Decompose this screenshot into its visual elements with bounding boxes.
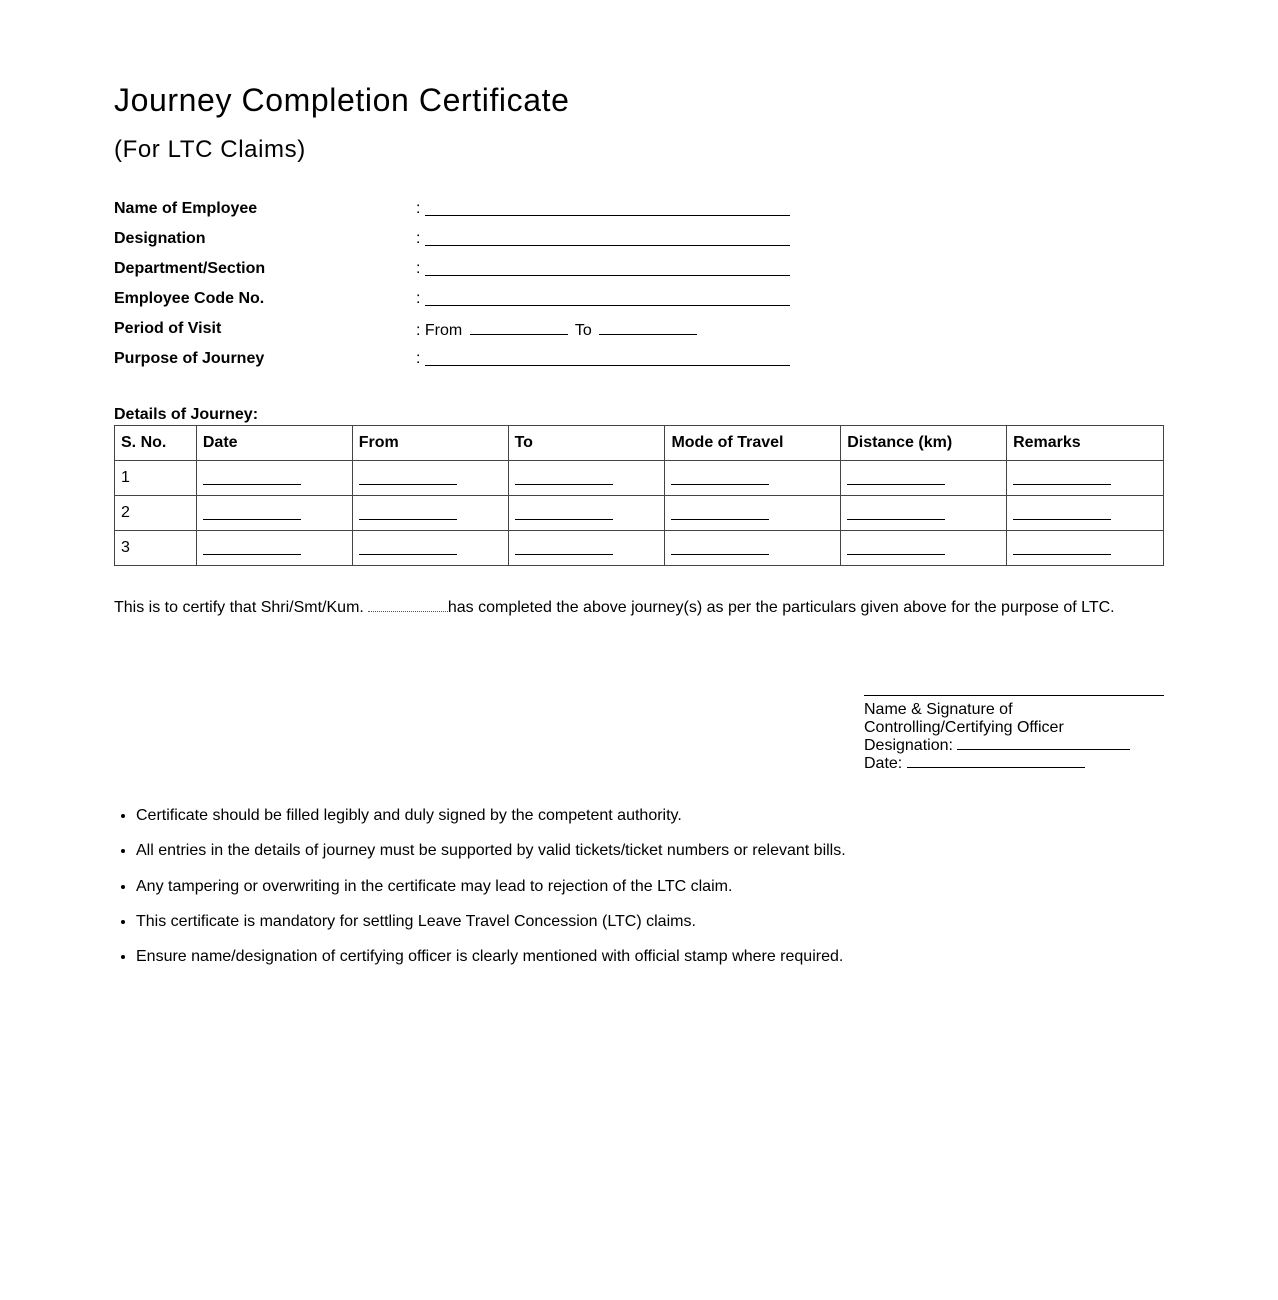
period-to-label: To	[574, 322, 592, 339]
field-employee-code	[114, 288, 814, 318]
field-label: Department/Section	[114, 260, 266, 277]
cell-blank[interactable]	[515, 540, 613, 555]
cell-blank[interactable]	[359, 540, 457, 555]
cell-blank[interactable]	[671, 505, 769, 520]
field-colon: :	[416, 260, 421, 277]
page-title: Journey Completion Certificate	[114, 82, 570, 118]
instructions-list	[114, 806, 1136, 982]
column-header: S. No.	[115, 426, 197, 461]
page-subtitle: (For LTC Claims)	[114, 136, 306, 163]
employee-code-blank[interactable]	[425, 305, 790, 306]
table-row	[115, 496, 1164, 531]
signature-caption-line2: Controlling/Certifying Officer	[864, 719, 1064, 736]
remarks-cell[interactable]	[1007, 461, 1164, 496]
certification-statement	[114, 597, 1115, 617]
officer-designation-row	[864, 737, 1164, 755]
to-cell[interactable]	[508, 461, 665, 496]
date-cell[interactable]	[196, 531, 352, 566]
table-row	[115, 531, 1164, 566]
purpose-of-journey-blank[interactable]	[425, 365, 790, 366]
from-cell[interactable]	[352, 496, 508, 531]
from-cell[interactable]	[352, 461, 508, 496]
field-colon: :	[416, 290, 421, 307]
list-item: • This certificate is mandatory for settling Leave Travel Concession (LTC) claims.	[136, 912, 1136, 947]
distance-cell[interactable]	[841, 461, 1007, 496]
column-header: Mode of Travel	[665, 426, 841, 461]
distance-cell[interactable]	[841, 531, 1007, 566]
department-section-blank[interactable]	[425, 275, 790, 276]
cell-blank[interactable]	[671, 470, 769, 485]
officer-designation-label: Designation:	[864, 737, 953, 754]
column-header: Date	[196, 426, 352, 461]
field-colon: :	[416, 230, 421, 247]
list-item: • Certificate should be filled legibly and duly signed by the competent authority.	[136, 806, 1136, 841]
officer-date-blank[interactable]	[907, 755, 1085, 768]
table-header-row	[115, 426, 1164, 461]
column-header: To	[508, 426, 665, 461]
cell-blank[interactable]	[1013, 540, 1111, 555]
serial-number: 3	[115, 531, 197, 566]
remarks-cell[interactable]	[1007, 496, 1164, 531]
column-header: Remarks	[1007, 426, 1164, 461]
journey-table	[114, 425, 1164, 566]
mode-of-travel-cell[interactable]	[665, 496, 841, 531]
cell-blank[interactable]	[359, 505, 457, 520]
serial-number: 1	[115, 461, 197, 496]
cell-blank[interactable]	[203, 540, 301, 555]
field-label: Designation	[114, 230, 206, 247]
designation-blank[interactable]	[425, 245, 790, 246]
officer-designation-blank[interactable]	[957, 737, 1130, 750]
period-from-blank[interactable]	[470, 320, 568, 335]
cell-blank[interactable]	[515, 505, 613, 520]
list-item: • Ensure name/designation of certifying officer is clearly mentioned with official stamp where required.	[136, 947, 1136, 982]
signature-caption-line1: Name & Signature of	[864, 701, 1013, 718]
remarks-cell[interactable]	[1007, 531, 1164, 566]
field-department-section	[114, 258, 814, 288]
field-purpose-of-journey	[114, 348, 814, 378]
mode-of-travel-cell[interactable]	[665, 461, 841, 496]
certify-text-before: This is to certify that Shri/Smt/Kum.	[114, 599, 364, 616]
field-label: Period of Visit	[114, 320, 222, 337]
cell-blank[interactable]	[847, 505, 945, 520]
journey-heading: Details of Journey:	[114, 406, 259, 423]
list-item: • All entries in the details of journey must be supported by valid tickets/ticket numbers or relevant bills.	[136, 841, 1136, 876]
column-header: Distance (km)	[841, 426, 1007, 461]
cell-blank[interactable]	[515, 470, 613, 485]
mode-of-travel-cell[interactable]	[665, 531, 841, 566]
cell-blank[interactable]	[671, 540, 769, 555]
cell-blank[interactable]	[847, 540, 945, 555]
column-header: From	[352, 426, 508, 461]
from-cell[interactable]	[352, 531, 508, 566]
field-label: Purpose of Journey	[114, 350, 265, 367]
distance-cell[interactable]	[841, 496, 1007, 531]
field-colon: :	[416, 350, 421, 367]
to-cell[interactable]	[508, 496, 665, 531]
employee-name-blank[interactable]	[368, 597, 448, 612]
field-label: Employee Code No.	[114, 290, 265, 307]
field-designation	[114, 228, 814, 258]
signature-block	[864, 695, 1164, 773]
officer-date-label: Date:	[864, 755, 903, 772]
date-cell[interactable]	[196, 496, 352, 531]
field-label: Name of Employee	[114, 200, 258, 217]
cell-blank[interactable]	[203, 470, 301, 485]
period-to-blank[interactable]	[599, 320, 697, 335]
date-cell[interactable]	[196, 461, 352, 496]
cell-blank[interactable]	[203, 505, 301, 520]
table-row	[115, 461, 1164, 496]
employee-fields	[114, 198, 814, 378]
signature-line[interactable]	[864, 695, 1164, 696]
field-colon: :	[416, 200, 421, 217]
cell-blank[interactable]	[359, 470, 457, 485]
to-cell[interactable]	[508, 531, 665, 566]
certify-text-after: has completed the above journey(s) as per the particulars given above for the purpose of LTC.	[447, 599, 1115, 616]
cell-blank[interactable]	[847, 470, 945, 485]
serial-number: 2	[115, 496, 197, 531]
cell-blank[interactable]	[1013, 470, 1111, 485]
period-from-label: : From	[416, 322, 463, 339]
name-of-employee-blank[interactable]	[425, 215, 790, 216]
officer-date-row	[864, 755, 1164, 773]
list-item: • Any tampering or overwriting in the certificate may lead to rejection of the LTC claim.	[136, 877, 1136, 912]
field-period-of-visit	[114, 318, 814, 348]
period-of-visit-value	[416, 320, 700, 340]
field-name-of-employee	[114, 198, 814, 228]
cell-blank[interactable]	[1013, 505, 1111, 520]
